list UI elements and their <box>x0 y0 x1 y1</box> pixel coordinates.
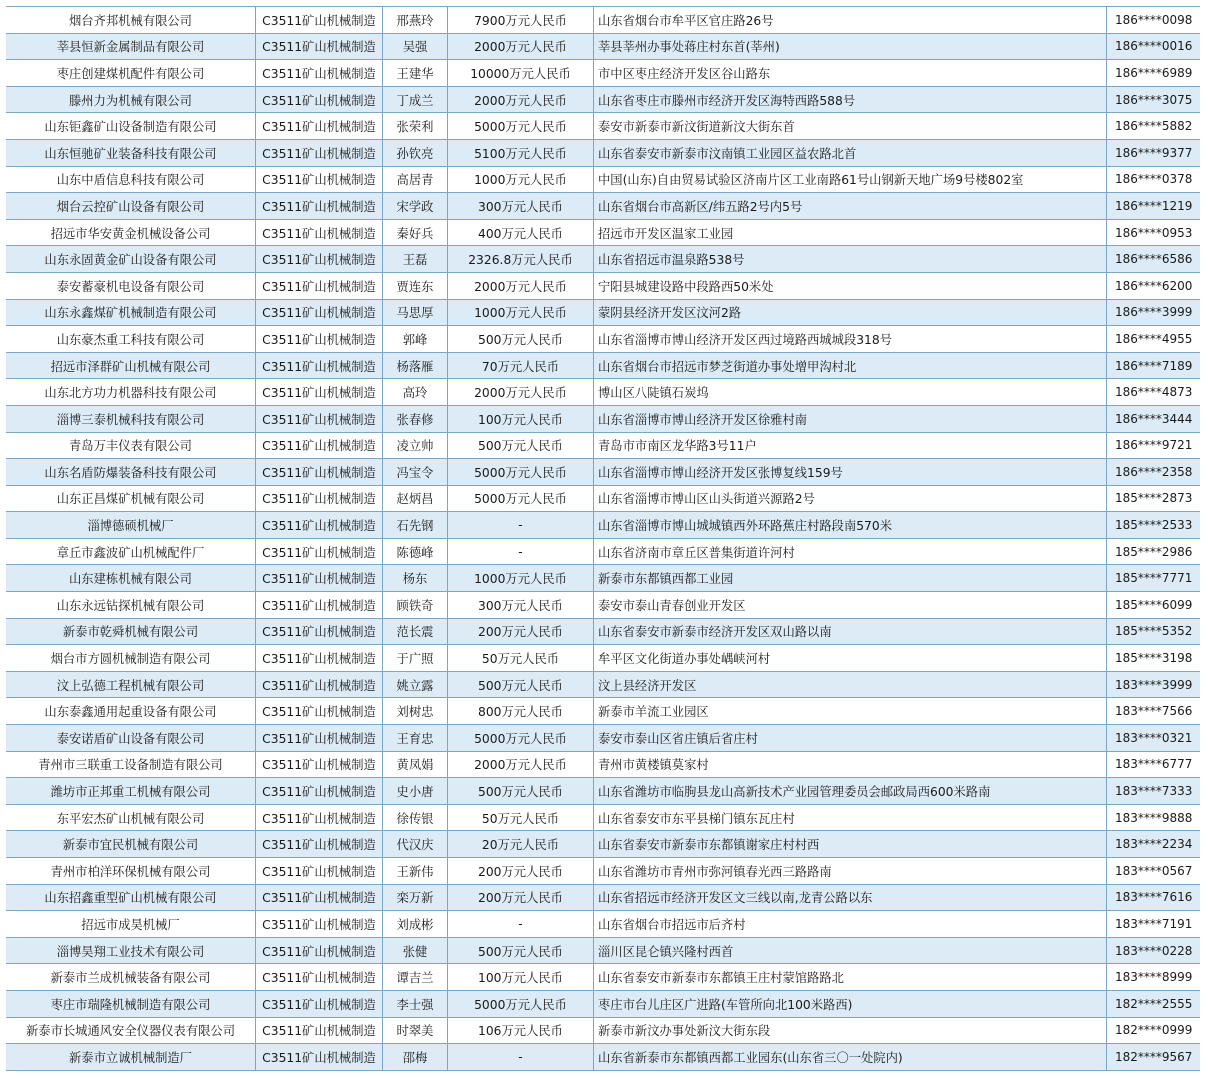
address-cell: 新泰市羊流工业园区 <box>594 698 1107 724</box>
industry-cell: C3511矿山机械制造 <box>256 273 383 299</box>
representative-cell: 高居青 <box>383 167 448 193</box>
industry-cell: C3511矿山机械制造 <box>256 805 383 831</box>
industry-cell: C3511矿山机械制造 <box>256 353 383 379</box>
industry-cell: C3511矿山机械制造 <box>256 220 383 246</box>
address-cell: 山东省招远市经济开发区文三线以南,龙青公路以东 <box>594 885 1107 911</box>
representative-cell: 王新伟 <box>383 858 448 884</box>
address-cell: 枣庄市台儿庄区广进路(车管所向北100米路西) <box>594 991 1107 1017</box>
address-cell: 招远市开发区温家工业园 <box>594 220 1107 246</box>
phone-cell: 183****7616 <box>1115 890 1193 905</box>
company-name-cell: 山东钜鑫矿山设备制造有限公司 <box>6 113 256 139</box>
phone-cell: 186****0016 <box>1115 39 1193 54</box>
industry-cell: C3511矿山机械制造 <box>256 885 383 911</box>
representative-cell: 范长震 <box>383 619 448 645</box>
registered-capital-cell: - <box>448 539 594 565</box>
phone-cell: 186****0953 <box>1115 225 1193 240</box>
table-row <box>6 1018 1200 1045</box>
table-row <box>6 113 1200 140</box>
representative-cell: 吴强 <box>383 34 448 60</box>
registered-capital-cell: 100万元人民币 <box>448 406 594 432</box>
company-name-cell: 山东泰鑫通用起重设备有限公司 <box>6 698 256 724</box>
address-cell: 博山区八陡镇石炭坞 <box>594 379 1107 405</box>
table-row <box>6 34 1200 61</box>
company-name-cell: 招远市成昊机械厂 <box>6 911 256 937</box>
company-name-cell: 山东招鑫重型矿山机械有限公司 <box>6 885 256 911</box>
company-name-cell: 泰安诺盾矿山设备有限公司 <box>6 725 256 751</box>
representative-cell: 秦好兵 <box>383 220 448 246</box>
company-name-cell: 山东名盾防爆装备科技有限公司 <box>6 459 256 485</box>
table-row <box>6 778 1200 805</box>
phone-cell: 183****8999 <box>1115 970 1193 985</box>
registered-capital-cell: 106万元人民币 <box>448 1018 594 1044</box>
industry-cell: C3511矿山机械制造 <box>256 87 383 113</box>
address-cell: 宁阳县城建设路中段路西50米处 <box>594 273 1107 299</box>
company-name-cell: 淄博三泰机械科技有限公司 <box>6 406 256 432</box>
registered-capital-cell: - <box>448 911 594 937</box>
registered-capital-cell: 1000万元人民币 <box>448 565 594 591</box>
company-name-cell: 章丘市鑫波矿山机械配件厂 <box>6 539 256 565</box>
address-cell: 山东省淄博市博山经济开发区徐雅村南 <box>594 406 1107 432</box>
industry-cell: C3511矿山机械制造 <box>256 60 383 86</box>
representative-cell: 冯宝令 <box>383 459 448 485</box>
company-name-cell: 青岛万丰仪表有限公司 <box>6 433 256 459</box>
company-name-cell: 新泰市立诚机械制造厂 <box>6 1044 256 1070</box>
table-row <box>6 193 1200 220</box>
address-cell: 新泰市东都镇西都工业园 <box>594 565 1107 591</box>
representative-cell: 张健 <box>383 938 448 964</box>
table-row <box>6 273 1200 300</box>
company-name-cell: 莘县恒新金属制品有限公司 <box>6 34 256 60</box>
table-row <box>6 379 1200 406</box>
table-row <box>6 246 1200 273</box>
company-name-cell: 山东豪杰重工科技有限公司 <box>6 326 256 352</box>
address-cell: 山东省烟台市招远市后齐村 <box>594 911 1107 937</box>
representative-cell: 丁成兰 <box>383 87 448 113</box>
address-cell: 山东省淄博市博山经济开发区西过境路西城城段318号 <box>594 326 1107 352</box>
registered-capital-cell: 5000万元人民币 <box>448 725 594 751</box>
company-name-cell: 潍坊市正邦重工机械有限公司 <box>6 778 256 804</box>
phone-cell: 183****2234 <box>1115 837 1193 852</box>
phone-cell: 183****7566 <box>1115 704 1193 719</box>
phone-cell: 182****2555 <box>1115 996 1193 1011</box>
table-row <box>6 406 1200 433</box>
company-name-cell: 新泰市宜民机械有限公司 <box>6 831 256 857</box>
representative-cell: 史小唐 <box>383 778 448 804</box>
representative-cell: 刘树忠 <box>383 698 448 724</box>
table-row <box>6 167 1200 194</box>
industry-cell: C3511矿山机械制造 <box>256 113 383 139</box>
representative-cell: 王磊 <box>383 246 448 272</box>
phone-cell: 185****7771 <box>1115 571 1193 586</box>
representative-cell: 李士强 <box>383 991 448 1017</box>
representative-cell: 姚立露 <box>383 672 448 698</box>
phone-cell: 185****3198 <box>1115 651 1193 666</box>
registered-capital-cell: 5000万元人民币 <box>448 486 594 512</box>
industry-cell: C3511矿山机械制造 <box>256 565 383 591</box>
phone-cell: 186****3999 <box>1115 305 1193 320</box>
company-name-cell: 招远市泽群矿山机械有限公司 <box>6 353 256 379</box>
phone-cell: 186****3444 <box>1115 411 1193 426</box>
representative-cell: 邢燕玲 <box>383 7 448 33</box>
registered-capital-cell: 800万元人民币 <box>448 698 594 724</box>
table-row <box>6 326 1200 353</box>
industry-cell: C3511矿山机械制造 <box>256 459 383 485</box>
address-cell: 山东省泰安市东平县梯门镇东瓦庄村 <box>594 805 1107 831</box>
industry-cell: C3511矿山机械制造 <box>256 379 383 405</box>
industry-cell: C3511矿山机械制造 <box>256 645 383 671</box>
table-row <box>6 1044 1200 1071</box>
industry-cell: C3511矿山机械制造 <box>256 167 383 193</box>
registered-capital-cell: 100万元人民币 <box>448 964 594 990</box>
registered-capital-cell: 300万元人民币 <box>448 193 594 219</box>
table-row <box>6 752 1200 779</box>
address-cell: 泰安市新泰市新汶街道新汶大街东首 <box>594 113 1107 139</box>
phone-cell: 183****0321 <box>1115 730 1193 745</box>
industry-cell: C3511矿山机械制造 <box>256 1044 383 1070</box>
company-name-cell: 青州市三联重工设备制造有限公司 <box>6 752 256 778</box>
table-row <box>6 991 1200 1018</box>
representative-cell: 孙钦亮 <box>383 140 448 166</box>
address-cell: 青州市黄楼镇莫家村 <box>594 752 1107 778</box>
company-name-cell: 淄博昊翔工业技术有限公司 <box>6 938 256 964</box>
phone-cell: 186****6586 <box>1115 252 1193 267</box>
company-name-cell: 枣庄市瑞隆机械制造有限公司 <box>6 991 256 1017</box>
address-cell: 中国(山东)自由贸易试验区济南片区工业南路61号山钢新天地广场9号楼802室 <box>594 167 1107 193</box>
company-name-cell: 山东永远钻探机械有限公司 <box>6 592 256 618</box>
industry-cell: C3511矿山机械制造 <box>256 7 383 33</box>
industry-cell: C3511矿山机械制造 <box>256 752 383 778</box>
representative-cell: 杨东 <box>383 565 448 591</box>
table-row <box>6 911 1200 938</box>
registered-capital-cell: 70万元人民币 <box>448 353 594 379</box>
table-row <box>6 565 1200 592</box>
address-cell: 山东省淄博市博山经济开发区张博复线159号 <box>594 459 1107 485</box>
registered-capital-cell: 2000万元人民币 <box>448 273 594 299</box>
phone-cell: 186****7189 <box>1115 358 1193 373</box>
representative-cell: 王建华 <box>383 60 448 86</box>
representative-cell: 徐传银 <box>383 805 448 831</box>
industry-cell: C3511矿山机械制造 <box>256 433 383 459</box>
registered-capital-cell: 20万元人民币 <box>448 831 594 857</box>
company-name-cell: 山东恒驰矿业装备科技有限公司 <box>6 140 256 166</box>
registered-capital-cell: - <box>448 1044 594 1070</box>
phone-cell: 186****1219 <box>1115 198 1193 213</box>
company-name-cell: 山东中盾信息科技有限公司 <box>6 167 256 193</box>
table-row <box>6 300 1200 327</box>
industry-cell: C3511矿山机械制造 <box>256 34 383 60</box>
table-row <box>6 831 1200 858</box>
company-name-cell: 山东永鑫煤矿机械制造有限公司 <box>6 300 256 326</box>
representative-cell: 高玲 <box>383 379 448 405</box>
address-cell: 山东省烟台市牟平区官庄路26号 <box>594 7 1107 33</box>
registered-capital-cell: 5000万元人民币 <box>448 991 594 1017</box>
representative-cell: 顾铁奇 <box>383 592 448 618</box>
industry-cell: C3511矿山机械制造 <box>256 991 383 1017</box>
registered-capital-cell: 1000万元人民币 <box>448 300 594 326</box>
address-cell: 泰安市泰山青春创业开发区 <box>594 592 1107 618</box>
table-row <box>6 619 1200 646</box>
representative-cell: 凌立帅 <box>383 433 448 459</box>
address-cell: 山东省潍坊市青州市弥河镇春光西三路路南 <box>594 858 1107 884</box>
company-name-cell: 烟台市方圆机械制造有限公司 <box>6 645 256 671</box>
representative-cell: 代汉庆 <box>383 831 448 857</box>
company-name-cell: 烟台云控矿山设备有限公司 <box>6 193 256 219</box>
industry-cell: C3511矿山机械制造 <box>256 592 383 618</box>
industry-cell: C3511矿山机械制造 <box>256 831 383 857</box>
table-row <box>6 672 1200 699</box>
company-name-cell: 山东永固黄金矿山设备有限公司 <box>6 246 256 272</box>
phone-cell: 183****7333 <box>1115 784 1193 799</box>
phone-cell: 185****2873 <box>1115 491 1193 506</box>
industry-cell: C3511矿山机械制造 <box>256 672 383 698</box>
phone-cell: 183****0228 <box>1115 943 1193 958</box>
representative-cell: 黄凤娟 <box>383 752 448 778</box>
industry-cell: C3511矿山机械制造 <box>256 964 383 990</box>
address-cell: 市中区枣庄经济开发区谷山路东 <box>594 60 1107 86</box>
table-row <box>6 539 1200 566</box>
registered-capital-cell: 2000万元人民币 <box>448 34 594 60</box>
representative-cell: 陈德峰 <box>383 539 448 565</box>
registered-capital-cell: 1000万元人民币 <box>448 167 594 193</box>
representative-cell: 王育忠 <box>383 725 448 751</box>
registered-capital-cell: 400万元人民币 <box>448 220 594 246</box>
industry-cell: C3511矿山机械制造 <box>256 725 383 751</box>
table-row <box>6 140 1200 167</box>
address-cell: 山东省泰安市新泰市经济开发区双山路以南 <box>594 619 1107 645</box>
registered-capital-cell: 500万元人民币 <box>448 433 594 459</box>
address-cell: 蒙阴县经济开发区汶河2路 <box>594 300 1107 326</box>
phone-cell: 183****3999 <box>1115 677 1193 692</box>
address-cell: 牟平区文化街道办事处嵎峡河村 <box>594 645 1107 671</box>
representative-cell: 张春修 <box>383 406 448 432</box>
address-cell: 山东省泰安市新泰市东都镇谢家庄村村西 <box>594 831 1107 857</box>
representative-cell: 时翠美 <box>383 1018 448 1044</box>
company-name-cell: 新泰市兰成机械装备有限公司 <box>6 964 256 990</box>
company-name-cell: 枣庄创建煤机配件有限公司 <box>6 60 256 86</box>
industry-cell: C3511矿山机械制造 <box>256 246 383 272</box>
table-row <box>6 7 1200 34</box>
company-name-cell: 山东正昌煤矿机械有限公司 <box>6 486 256 512</box>
registered-capital-cell: 500万元人民币 <box>448 938 594 964</box>
phone-cell: 182****0999 <box>1115 1023 1193 1038</box>
representative-cell: 郭峰 <box>383 326 448 352</box>
address-cell: 山东省烟台市高新区/纬五路2号内5号 <box>594 193 1107 219</box>
representative-cell: 邵梅 <box>383 1044 448 1070</box>
table-row <box>6 698 1200 725</box>
industry-cell: C3511矿山机械制造 <box>256 911 383 937</box>
company-name-cell: 烟台齐邦机械有限公司 <box>6 7 256 33</box>
industry-cell: C3511矿山机械制造 <box>256 1018 383 1044</box>
address-cell: 山东省潍坊市临朐县龙山高新技术产业园管理委员会邮政局西600米路南 <box>594 778 1107 804</box>
industry-cell: C3511矿山机械制造 <box>256 938 383 964</box>
industry-cell: C3511矿山机械制造 <box>256 486 383 512</box>
company-name-cell: 淄博德硕机械厂 <box>6 512 256 538</box>
phone-cell: 186****6200 <box>1115 278 1193 293</box>
industry-cell: C3511矿山机械制造 <box>256 619 383 645</box>
company-name-cell: 泰安蓄豪机电设备有限公司 <box>6 273 256 299</box>
table-row <box>6 885 1200 912</box>
phone-cell: 186****4873 <box>1115 385 1193 400</box>
address-cell: 青岛市市南区龙华路3号11户 <box>594 433 1107 459</box>
address-cell: 山东省烟台市招远市梦芝街道办事处增甲沟村北 <box>594 353 1107 379</box>
industry-cell: C3511矿山机械制造 <box>256 406 383 432</box>
phone-cell: 186****2358 <box>1115 464 1193 479</box>
registered-capital-cell: 2000万元人民币 <box>448 752 594 778</box>
representative-cell: 谭吉兰 <box>383 964 448 990</box>
registered-capital-cell: - <box>448 512 594 538</box>
phone-cell: 183****9888 <box>1115 810 1193 825</box>
company-name-cell: 汶上弘德工程机械有限公司 <box>6 672 256 698</box>
registered-capital-cell: 5000万元人民币 <box>448 113 594 139</box>
registered-capital-cell: 50万元人民币 <box>448 805 594 831</box>
registered-capital-cell: 2000万元人民币 <box>448 379 594 405</box>
company-table <box>6 6 1200 1071</box>
company-name-cell: 山东建栋机械有限公司 <box>6 565 256 591</box>
phone-cell: 183****0567 <box>1115 863 1193 878</box>
industry-cell: C3511矿山机械制造 <box>256 193 383 219</box>
phone-cell: 183****6777 <box>1115 757 1193 772</box>
phone-cell: 185****5352 <box>1115 624 1193 639</box>
representative-cell: 于广照 <box>383 645 448 671</box>
address-cell: 莘县莘州办事处蒋庄村东首(莘州) <box>594 34 1107 60</box>
address-cell: 山东省泰安市新泰市东都镇王庄村蒙馆路路北 <box>594 964 1107 990</box>
table-row <box>6 805 1200 832</box>
address-cell: 山东省新泰市东都镇西都工业园东(山东省三〇一处院内) <box>594 1044 1107 1070</box>
phone-cell: 183****7191 <box>1115 916 1193 931</box>
registered-capital-cell: 200万元人民币 <box>448 858 594 884</box>
phone-cell: 185****2533 <box>1115 518 1193 533</box>
phone-cell: 186****5882 <box>1115 119 1193 134</box>
table-row <box>6 725 1200 752</box>
company-name-cell: 滕州力为机械有限公司 <box>6 87 256 113</box>
table-row <box>6 220 1200 247</box>
phone-cell: 185****2986 <box>1115 544 1193 559</box>
registered-capital-cell: 300万元人民币 <box>448 592 594 618</box>
phone-cell: 186****9721 <box>1115 438 1193 453</box>
industry-cell: C3511矿山机械制造 <box>256 326 383 352</box>
company-name-cell: 新泰市长城通风安全仪器仪表有限公司 <box>6 1018 256 1044</box>
address-cell: 山东省济南市章丘区普集街道许河村 <box>594 539 1107 565</box>
company-name-cell: 新泰市乾舜机械有限公司 <box>6 619 256 645</box>
table-row <box>6 433 1200 460</box>
representative-cell: 石先钢 <box>383 512 448 538</box>
phone-cell: 186****3075 <box>1115 92 1193 107</box>
table-row <box>6 459 1200 486</box>
representative-cell: 杨落雁 <box>383 353 448 379</box>
registered-capital-cell: 200万元人民币 <box>448 885 594 911</box>
table-row <box>6 858 1200 885</box>
table-row <box>6 87 1200 114</box>
representative-cell: 刘成彬 <box>383 911 448 937</box>
address-cell: 汶上县经济开发区 <box>594 672 1107 698</box>
phone-cell: 186****4955 <box>1115 331 1193 346</box>
industry-cell: C3511矿山机械制造 <box>256 512 383 538</box>
registered-capital-cell: 200万元人民币 <box>448 619 594 645</box>
address-cell: 山东省淄博市博山城城镇西外环路蕉庄村路段南570米 <box>594 512 1107 538</box>
representative-cell: 贾连东 <box>383 273 448 299</box>
address-cell: 新泰市新汶办事处新汶大街东段 <box>594 1018 1107 1044</box>
company-name-cell: 山东北方功力机器科技有限公司 <box>6 379 256 405</box>
registered-capital-cell: 500万元人民币 <box>448 672 594 698</box>
registered-capital-cell: 2000万元人民币 <box>448 87 594 113</box>
registered-capital-cell: 5000万元人民币 <box>448 459 594 485</box>
registered-capital-cell: 500万元人民币 <box>448 326 594 352</box>
table-row <box>6 592 1200 619</box>
address-cell: 山东省泰安市新泰市汶南镇工业园区益农路北首 <box>594 140 1107 166</box>
representative-cell: 马思厚 <box>383 300 448 326</box>
table-row <box>6 938 1200 965</box>
company-name-cell: 东平宏杰矿山机械有限公司 <box>6 805 256 831</box>
address-cell: 山东省淄博市博山区山头街道兴源路2号 <box>594 486 1107 512</box>
phone-cell: 186****9377 <box>1115 145 1193 160</box>
table-row <box>6 486 1200 513</box>
industry-cell: C3511矿山机械制造 <box>256 858 383 884</box>
registered-capital-cell: 7900万元人民币 <box>448 7 594 33</box>
address-cell: 泰安市泰山区省庄镇后省庄村 <box>594 725 1107 751</box>
industry-cell: C3511矿山机械制造 <box>256 698 383 724</box>
registered-capital-cell: 50万元人民币 <box>448 645 594 671</box>
industry-cell: C3511矿山机械制造 <box>256 778 383 804</box>
registered-capital-cell: 500万元人民币 <box>448 778 594 804</box>
table-row <box>6 645 1200 672</box>
registered-capital-cell: 2326.8万元人民币 <box>448 246 594 272</box>
representative-cell: 赵炳昌 <box>383 486 448 512</box>
address-cell: 山东省枣庄市滕州市经济开发区海特西路588号 <box>594 87 1107 113</box>
table-row <box>6 353 1200 380</box>
industry-cell: C3511矿山机械制造 <box>256 300 383 326</box>
address-cell: 淄川区昆仑镇兴隆村西首 <box>594 938 1107 964</box>
phone-cell: 185****6099 <box>1115 597 1193 612</box>
company-name-cell: 招远市华安黄金机械设备公司 <box>6 220 256 246</box>
industry-cell: C3511矿山机械制造 <box>256 140 383 166</box>
company-name-cell: 青州市柏洋环保机械有限公司 <box>6 858 256 884</box>
table-row <box>6 60 1200 87</box>
address-cell: 山东省招远市温泉路538号 <box>594 246 1107 272</box>
table-row <box>6 964 1200 991</box>
phone-cell: 182****9567 <box>1115 1049 1193 1064</box>
phone-cell: 186****0378 <box>1115 172 1193 187</box>
table-row <box>6 512 1200 539</box>
representative-cell: 宋学政 <box>383 193 448 219</box>
registered-capital-cell: 5100万元人民币 <box>448 140 594 166</box>
representative-cell: 张荣利 <box>383 113 448 139</box>
representative-cell: 栾万新 <box>383 885 448 911</box>
phone-cell: 186****0098 <box>1115 12 1193 27</box>
phone-cell: 186****6989 <box>1115 65 1193 80</box>
industry-cell: C3511矿山机械制造 <box>256 539 383 565</box>
registered-capital-cell: 10000万元人民币 <box>448 60 594 86</box>
